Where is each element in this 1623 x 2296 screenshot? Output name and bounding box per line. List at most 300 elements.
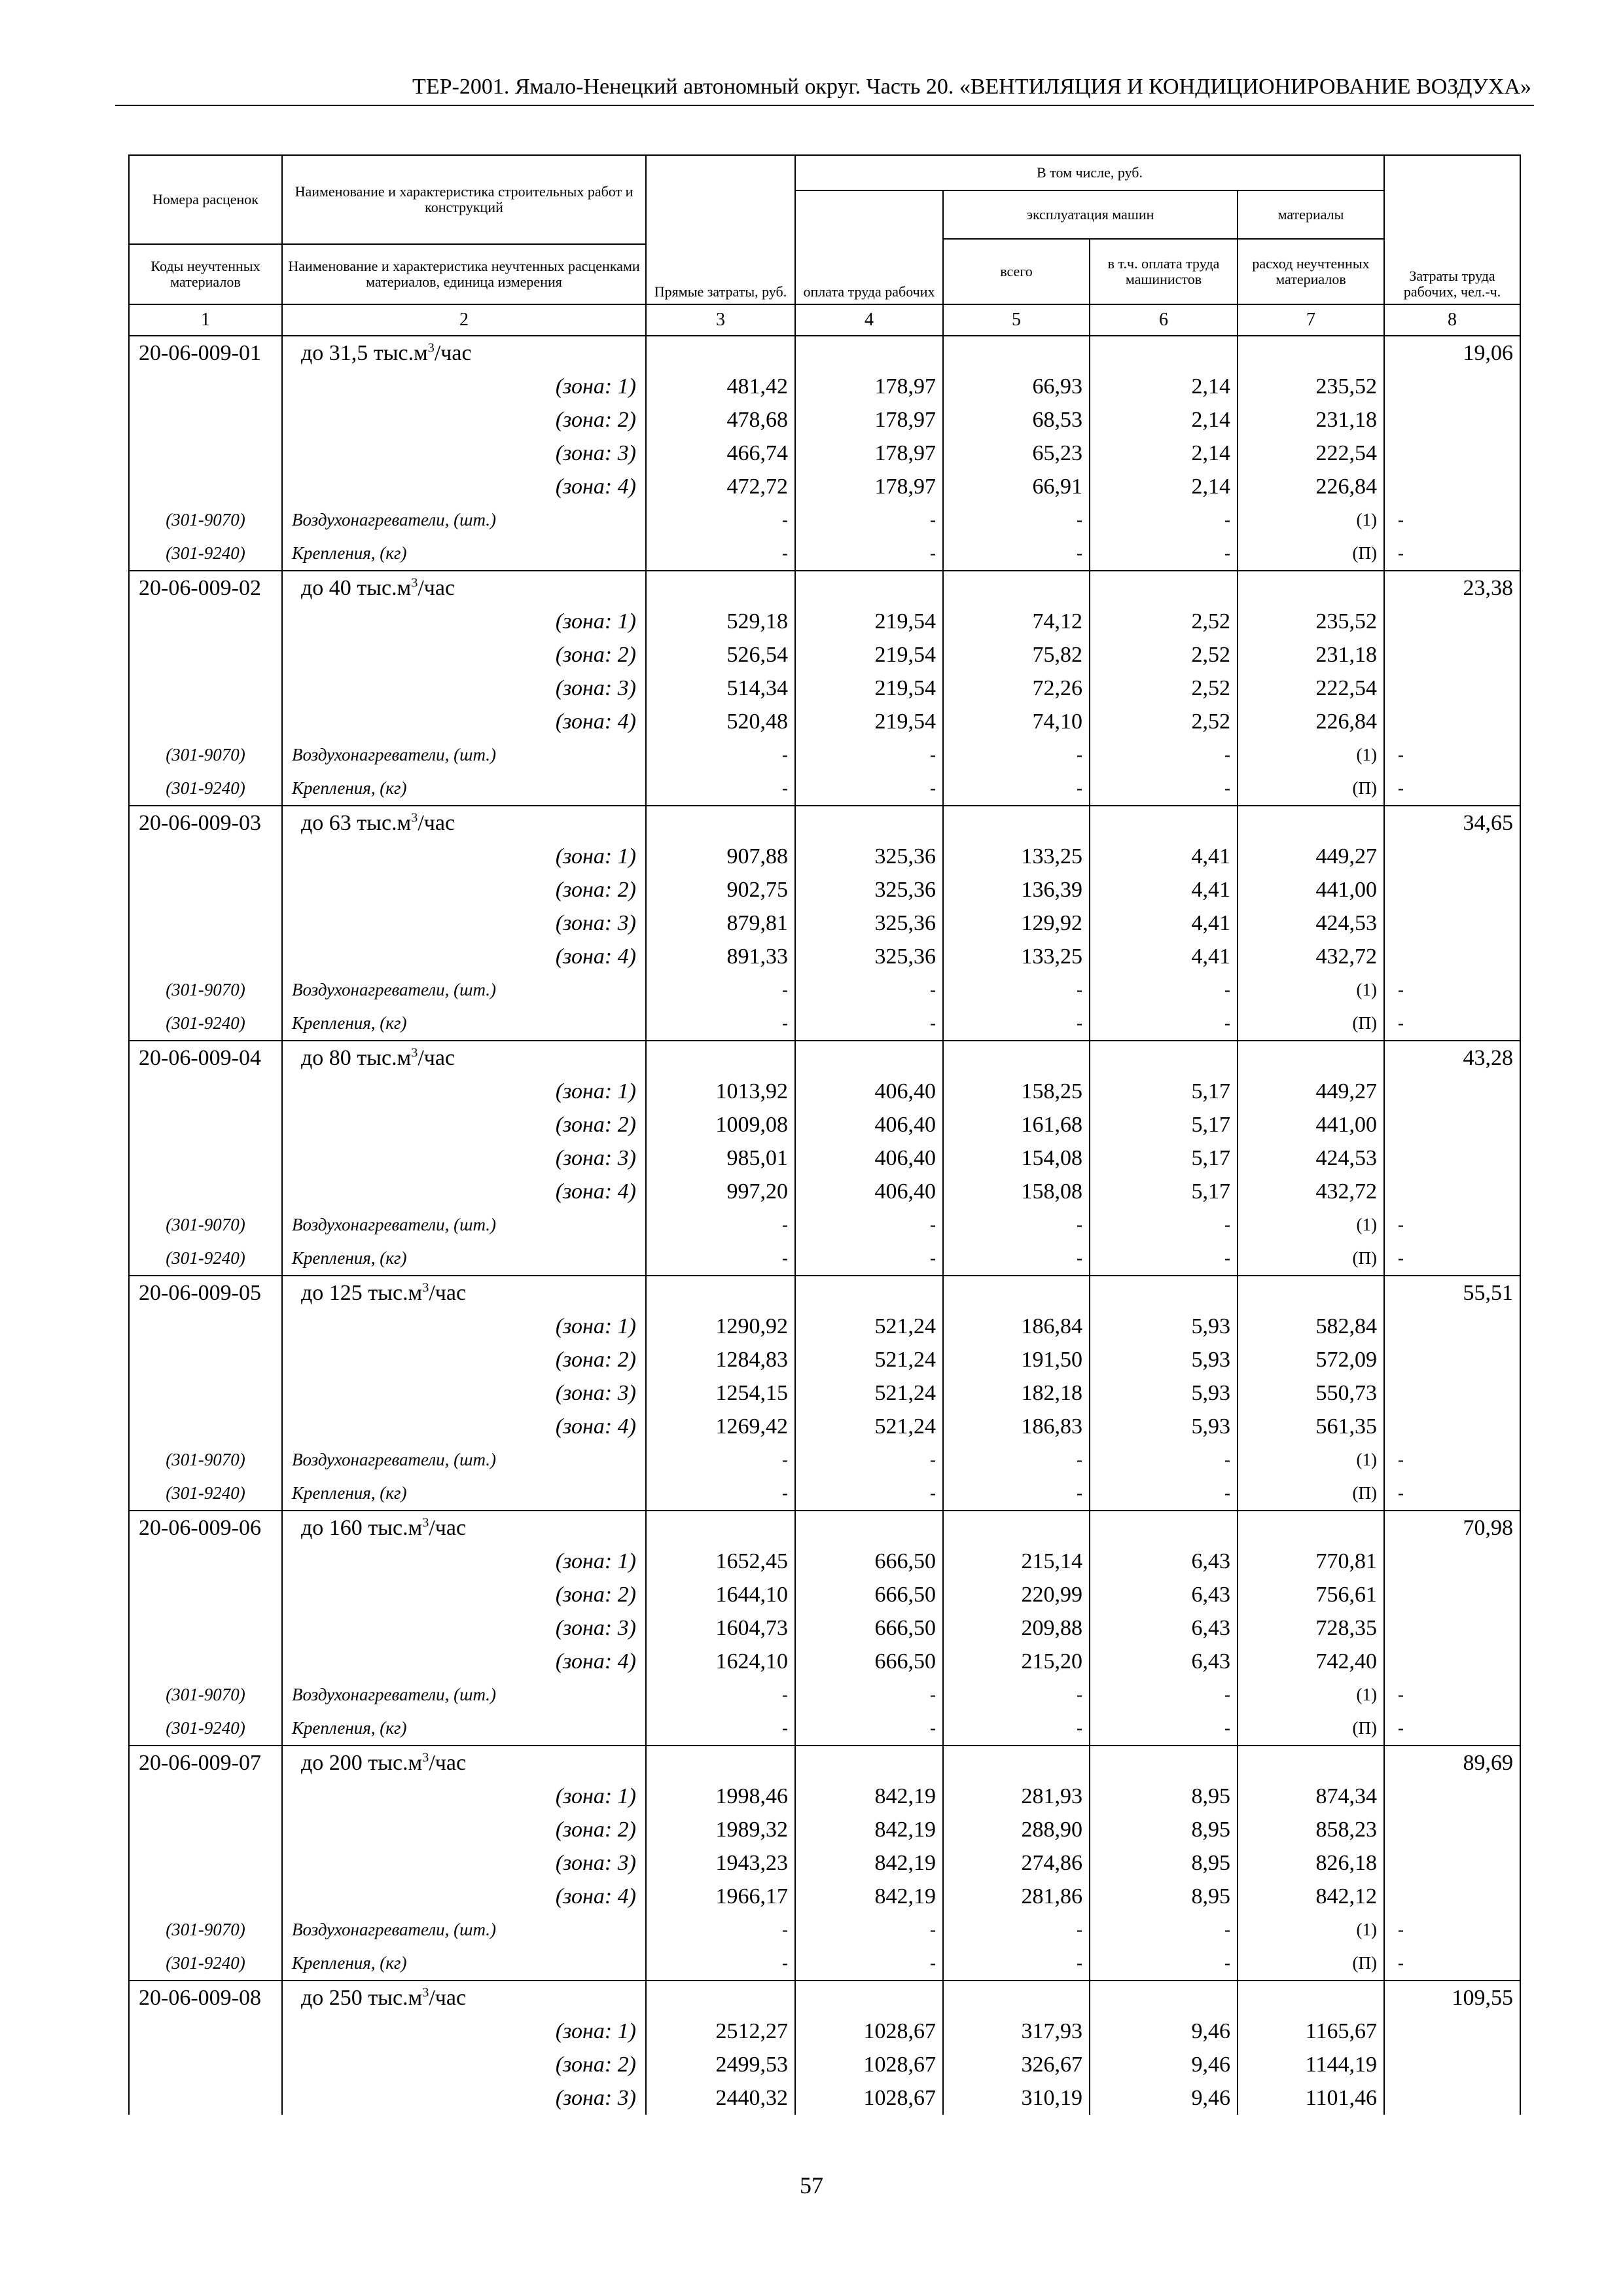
empty-cell (1384, 906, 1520, 940)
direct-cost: 481,42 (646, 370, 795, 403)
empty-cell (129, 940, 282, 973)
dash-cell: - (1384, 1712, 1520, 1746)
dash-cell: - (1090, 1678, 1238, 1712)
zone-row (129, 470, 1520, 503)
empty-cell (1384, 1175, 1520, 1208)
zone-label: (зона: 3) (282, 906, 646, 940)
zone-label: (зона: 1) (282, 1780, 646, 1813)
machine-cost: 281,93 (943, 1780, 1090, 1813)
machinist-wages: 5,17 (1090, 1075, 1238, 1108)
unit: тыс.м (368, 1515, 423, 1540)
col4-header: оплата труда рабочих (795, 190, 943, 304)
direct-cost: 466,74 (646, 437, 795, 470)
materials-cost: 231,18 (1238, 638, 1384, 672)
unit-exponent: 3 (422, 1280, 429, 1295)
dash-cell: - (1384, 1007, 1520, 1041)
empty-cell (1090, 806, 1238, 840)
zone-label: (зона: 2) (282, 1813, 646, 1846)
empty-cell (1238, 571, 1384, 605)
dash-cell: - (1384, 503, 1520, 537)
dash-cell: - (943, 503, 1090, 537)
materials-cost: 874,34 (1238, 1780, 1384, 1813)
machinist-wages: 4,41 (1090, 906, 1238, 940)
machine-cost: 129,92 (943, 906, 1090, 940)
direct-cost: 520,48 (646, 705, 795, 738)
direct-cost: 1998,46 (646, 1780, 795, 1813)
rate-name-prefix: до 125 (301, 1280, 363, 1305)
zone-label: (зона: 1) (282, 1545, 646, 1578)
empty-cell (1384, 1376, 1520, 1410)
machinist-wages: 5,17 (1090, 1108, 1238, 1141)
worker-wages: 521,24 (795, 1376, 943, 1410)
empty-cell (129, 1545, 282, 1578)
zone-row (129, 1645, 1520, 1678)
material-row (129, 738, 1520, 772)
dash-cell: - (1090, 1913, 1238, 1946)
worker-wages: 406,40 (795, 1075, 943, 1108)
empty-cell (795, 806, 943, 840)
table-row (129, 1041, 1520, 1075)
machinist-wages: 9,46 (1090, 2048, 1238, 2081)
direct-cost: 2512,27 (646, 2015, 795, 2048)
machinist-wages: 2,14 (1090, 437, 1238, 470)
labor-cost: 89,69 (1384, 1746, 1520, 1780)
empty-cell (1384, 1611, 1520, 1645)
dash-cell: - (646, 738, 795, 772)
zone-label: (зона: 2) (282, 1578, 646, 1611)
machine-cost: 136,39 (943, 873, 1090, 906)
material-qty: (П) (1238, 537, 1384, 571)
dash-cell: - (1090, 1443, 1238, 1477)
machine-cost: 191,50 (943, 1343, 1090, 1376)
worker-wages: 219,54 (795, 705, 943, 738)
page-header-text: ТЕР-2001. Ямало-Ненецкий автономный округ. Часть 20. «ВЕНТИЛЯЦИЯ И КОНДИЦИОНИРОВАНИЕ ВОЗДУХА» (412, 75, 1531, 99)
empty-cell (1384, 1846, 1520, 1880)
direct-cost: 1652,45 (646, 1545, 795, 1578)
unit-suffix: /час (418, 1045, 455, 1070)
table-row (129, 1276, 1520, 1310)
zone-label: (зона: 3) (282, 1376, 646, 1410)
direct-cost: 1966,17 (646, 1880, 795, 1913)
machine-cost: 133,25 (943, 940, 1090, 973)
materials-cost: 1144,19 (1238, 2048, 1384, 2081)
worker-wages: 666,50 (795, 1645, 943, 1678)
direct-cost: 985,01 (646, 1141, 795, 1175)
material-qty: (П) (1238, 1007, 1384, 1041)
dash-cell: - (943, 1007, 1090, 1041)
machine-cost: 161,68 (943, 1108, 1090, 1141)
labor-cost: 23,38 (1384, 571, 1520, 605)
worker-wages: 219,54 (795, 672, 943, 705)
direct-cost: 1284,83 (646, 1343, 795, 1376)
direct-cost: 907,88 (646, 840, 795, 873)
materials-cost: 231,18 (1238, 403, 1384, 437)
worker-wages: 219,54 (795, 605, 943, 638)
empty-cell (1090, 1276, 1238, 1310)
zone-row (129, 906, 1520, 940)
machinist-wages: 6,43 (1090, 1578, 1238, 1611)
machinist-wages: 8,95 (1090, 1780, 1238, 1813)
material-code: (301-9070) (129, 738, 282, 772)
empty-cell (129, 840, 282, 873)
empty-cell (646, 806, 795, 840)
empty-cell (1384, 1410, 1520, 1443)
empty-cell (1384, 1310, 1520, 1343)
empty-cell (1384, 2048, 1520, 2081)
dash-cell: - (943, 973, 1090, 1007)
empty-cell (129, 1780, 282, 1813)
dash-cell: - (1090, 503, 1238, 537)
unit-suffix: /час (429, 1515, 467, 1540)
machinist-wages: 6,43 (1090, 1611, 1238, 1645)
empty-cell (943, 1746, 1090, 1780)
dash-cell: - (1090, 973, 1238, 1007)
rate-name (282, 806, 646, 840)
dash-cell: - (795, 1443, 943, 1477)
empty-cell (129, 437, 282, 470)
direct-cost: 902,75 (646, 873, 795, 906)
worker-wages: 842,19 (795, 1813, 943, 1846)
direct-cost: 529,18 (646, 605, 795, 638)
dash-cell: - (795, 973, 943, 1007)
dash-cell: - (795, 1913, 943, 1946)
page-header (115, 68, 1534, 106)
dash-cell: - (795, 738, 943, 772)
col7-header: расход неучтенных материалов (1238, 239, 1384, 304)
empty-cell (1384, 437, 1520, 470)
rate-code: 20-06-009-01 (129, 336, 282, 370)
dash-cell: - (943, 1678, 1090, 1712)
table-row (129, 336, 1520, 370)
rate-name (282, 1981, 646, 2015)
machine-cost: 274,86 (943, 1846, 1090, 1880)
empty-cell (1090, 1511, 1238, 1545)
empty-cell (943, 1276, 1090, 1310)
materials-cost: 222,54 (1238, 672, 1384, 705)
zone-row (129, 1545, 1520, 1578)
zone-row (129, 2081, 1520, 2115)
material-qty: (П) (1238, 1242, 1384, 1276)
machinist-wages: 5,17 (1090, 1141, 1238, 1175)
col1-header-bottom: Коды неучтенных материалов (129, 244, 282, 304)
table-row (129, 1981, 1520, 2015)
col6-header: в т.ч. оплата труда машинистов (1090, 239, 1238, 304)
empty-cell (129, 1410, 282, 1443)
machinist-wages: 2,52 (1090, 605, 1238, 638)
dash-cell: - (1384, 537, 1520, 571)
zone-label: (зона: 3) (282, 672, 646, 705)
materials-cost: 742,40 (1238, 1645, 1384, 1678)
material-code: (301-9070) (129, 503, 282, 537)
zone-row (129, 1780, 1520, 1813)
empty-cell (1384, 1813, 1520, 1846)
empty-cell (129, 370, 282, 403)
machine-cost: 209,88 (943, 1611, 1090, 1645)
materials-cost: 226,84 (1238, 470, 1384, 503)
direct-cost: 472,72 (646, 470, 795, 503)
zone-label: (зона: 4) (282, 470, 646, 503)
incl-header: В том числе, руб. (795, 155, 1384, 190)
column-number: 2 (282, 304, 646, 336)
machine-cost: 74,12 (943, 605, 1090, 638)
empty-cell (1384, 2015, 1520, 2048)
direct-cost: 1009,08 (646, 1108, 795, 1141)
dash-cell: - (1090, 1007, 1238, 1041)
column-number: 6 (1090, 304, 1238, 336)
empty-cell (129, 1175, 282, 1208)
dash-cell: - (1384, 973, 1520, 1007)
machine-cost: 74,10 (943, 705, 1090, 738)
empty-cell (129, 1578, 282, 1611)
dash-cell: - (943, 1477, 1090, 1511)
materials-cost: 826,18 (1238, 1846, 1384, 1880)
direct-cost: 1254,15 (646, 1376, 795, 1410)
materials-cost: 449,27 (1238, 840, 1384, 873)
worker-wages: 1028,67 (795, 2048, 943, 2081)
dash-cell: - (1384, 1913, 1520, 1946)
materials-cost: 561,35 (1238, 1410, 1384, 1443)
dash-cell: - (795, 1242, 943, 1276)
zone-row (129, 840, 1520, 873)
dash-cell: - (646, 1208, 795, 1242)
zone-label: (зона: 1) (282, 2015, 646, 2048)
worker-wages: 842,19 (795, 1780, 943, 1813)
material-qty: (П) (1238, 1477, 1384, 1511)
rate-name (282, 1746, 646, 1780)
column-numbers-row (129, 304, 1520, 336)
unit-exponent: 3 (411, 1045, 418, 1060)
materials-cost: 235,52 (1238, 370, 1384, 403)
dash-cell: - (943, 1443, 1090, 1477)
column-number: 3 (646, 304, 795, 336)
worker-wages: 666,50 (795, 1611, 943, 1645)
worker-wages: 521,24 (795, 1310, 943, 1343)
material-qty: (1) (1238, 1208, 1384, 1242)
material-row (129, 1477, 1520, 1511)
rate-code: 20-06-009-03 (129, 806, 282, 840)
zone-row (129, 1578, 1520, 1611)
zone-label: (зона: 3) (282, 437, 646, 470)
materials-cost: 728,35 (1238, 1611, 1384, 1645)
material-row (129, 1443, 1520, 1477)
empty-cell (129, 1880, 282, 1913)
unit: тыс.м (368, 1985, 423, 2010)
materials-cost: 858,23 (1238, 1813, 1384, 1846)
machinist-wages: 2,14 (1090, 370, 1238, 403)
unit: тыс.м (368, 1280, 423, 1305)
materials-cost: 432,72 (1238, 1175, 1384, 1208)
zone-label: (зона: 3) (282, 1846, 646, 1880)
rate-name-prefix: до 40 (301, 575, 351, 600)
direct-cost: 1943,23 (646, 1846, 795, 1880)
empty-cell (795, 1981, 943, 2015)
empty-cell (129, 873, 282, 906)
materials-cost: 449,27 (1238, 1075, 1384, 1108)
material-row (129, 1242, 1520, 1276)
machinist-wages: 4,41 (1090, 940, 1238, 973)
empty-cell (129, 1376, 282, 1410)
worker-wages: 666,50 (795, 1545, 943, 1578)
zone-row (129, 1880, 1520, 1913)
empty-cell (943, 571, 1090, 605)
zone-row (129, 1611, 1520, 1645)
page-number: 57 (800, 2172, 823, 2198)
empty-cell (129, 2081, 282, 2115)
material-code: (301-9240) (129, 537, 282, 571)
dash-cell: - (646, 1678, 795, 1712)
labor-cost: 55,51 (1384, 1276, 1520, 1310)
rate-name-prefix: до 63 (301, 810, 351, 835)
dash-cell: - (646, 973, 795, 1007)
empty-cell (1384, 638, 1520, 672)
material-name: Воздухонагреватели, (шт.) (282, 973, 646, 1007)
material-row (129, 772, 1520, 806)
zone-label: (зона: 4) (282, 1410, 646, 1443)
material-code: (301-9070) (129, 973, 282, 1007)
materials-cost: 842,12 (1238, 1880, 1384, 1913)
machine-cost: 317,93 (943, 2015, 1090, 2048)
dash-cell: - (943, 1913, 1090, 1946)
zone-row (129, 672, 1520, 705)
table-header (129, 155, 1520, 336)
rate-name-prefix: до 250 (301, 1985, 363, 2010)
dash-cell: - (795, 1477, 943, 1511)
dash-cell: - (646, 1913, 795, 1946)
material-row (129, 1007, 1520, 1041)
empty-cell (1384, 1545, 1520, 1578)
material-row (129, 1678, 1520, 1712)
machine-cost: 68,53 (943, 403, 1090, 437)
material-code: (301-9240) (129, 1477, 282, 1511)
unit: тыс.м (373, 340, 428, 365)
material-qty: (П) (1238, 1712, 1384, 1746)
empty-cell (1384, 2081, 1520, 2115)
unit-exponent: 3 (411, 810, 418, 825)
materials-cost: 235,52 (1238, 605, 1384, 638)
machinist-wages: 5,93 (1090, 1410, 1238, 1443)
empty-cell (129, 705, 282, 738)
dash-cell: - (646, 537, 795, 571)
material-code: (301-9070) (129, 1208, 282, 1242)
dash-cell: - (1384, 1208, 1520, 1242)
direct-cost: 514,34 (646, 672, 795, 705)
zone-row (129, 1310, 1520, 1343)
worker-wages: 325,36 (795, 873, 943, 906)
empty-cell (1090, 1746, 1238, 1780)
dash-cell: - (646, 1946, 795, 1981)
material-qty: (1) (1238, 973, 1384, 1007)
dash-cell: - (1384, 772, 1520, 806)
worker-wages: 325,36 (795, 940, 943, 973)
empty-cell (1384, 470, 1520, 503)
dash-cell: - (1090, 537, 1238, 571)
dash-cell: - (646, 1007, 795, 1041)
direct-cost: 1604,73 (646, 1611, 795, 1645)
empty-cell (1384, 1780, 1520, 1813)
machinist-wages: 4,41 (1090, 873, 1238, 906)
machine-cost: 158,08 (943, 1175, 1090, 1208)
empty-cell (1090, 571, 1238, 605)
direct-cost: 891,33 (646, 940, 795, 973)
empty-cell (129, 1108, 282, 1141)
empty-cell (129, 1141, 282, 1175)
empty-cell (646, 1276, 795, 1310)
column-number: 4 (795, 304, 943, 336)
dash-cell: - (1384, 1678, 1520, 1712)
col1-header-top: Номера расценок (129, 155, 282, 244)
column-number: 1 (129, 304, 282, 336)
machinist-wages: 9,46 (1090, 2081, 1238, 2115)
table-row (129, 1511, 1520, 1545)
rate-name (282, 1276, 646, 1310)
direct-cost: 2440,32 (646, 2081, 795, 2115)
dash-cell: - (795, 1678, 943, 1712)
worker-wages: 666,50 (795, 1578, 943, 1611)
unit-exponent: 3 (422, 1750, 429, 1765)
empty-cell (1238, 1511, 1384, 1545)
empty-cell (646, 571, 795, 605)
zone-row (129, 873, 1520, 906)
direct-cost: 1269,42 (646, 1410, 795, 1443)
machine-cost: 326,67 (943, 2048, 1090, 2081)
worker-wages: 406,40 (795, 1175, 943, 1208)
dash-cell: - (1090, 1208, 1238, 1242)
material-row (129, 1946, 1520, 1981)
unit-exponent: 3 (427, 340, 435, 355)
material-qty: (П) (1238, 1946, 1384, 1981)
rate-name (282, 336, 646, 370)
unit: тыс.м (357, 1045, 412, 1070)
worker-wages: 842,19 (795, 1846, 943, 1880)
materials-cost: 550,73 (1238, 1376, 1384, 1410)
rate-code: 20-06-009-06 (129, 1511, 282, 1545)
zone-row (129, 437, 1520, 470)
machinist-wages: 5,93 (1090, 1343, 1238, 1376)
material-row (129, 1208, 1520, 1242)
worker-wages: 1028,67 (795, 2081, 943, 2115)
materials-cost: 1165,67 (1238, 2015, 1384, 2048)
material-qty: (1) (1238, 1443, 1384, 1477)
machinist-wages: 8,95 (1090, 1846, 1238, 1880)
machine-cost: 154,08 (943, 1141, 1090, 1175)
direct-cost: 526,54 (646, 638, 795, 672)
machinist-wages: 9,46 (1090, 2015, 1238, 2048)
rate-name-prefix: до 80 (301, 1045, 351, 1070)
material-name: Крепления, (кг) (282, 1946, 646, 1981)
col8-header: Затраты труда рабочих, чел.-ч. (1384, 155, 1520, 304)
worker-wages: 521,24 (795, 1410, 943, 1443)
zone-row (129, 2015, 1520, 2048)
zone-row (129, 403, 1520, 437)
rate-code: 20-06-009-08 (129, 1981, 282, 2015)
empty-cell (646, 1746, 795, 1780)
dash-cell: - (1090, 1712, 1238, 1746)
zone-row (129, 1846, 1520, 1880)
empty-cell (129, 672, 282, 705)
rate-name (282, 571, 646, 605)
dash-cell: - (646, 1712, 795, 1746)
machinist-wages: 5,17 (1090, 1175, 1238, 1208)
worker-wages: 178,97 (795, 370, 943, 403)
zone-row (129, 940, 1520, 973)
empty-cell (129, 1611, 282, 1645)
dash-cell: - (1384, 1242, 1520, 1276)
empty-cell (1384, 940, 1520, 973)
zone-label: (зона: 2) (282, 1343, 646, 1376)
machine-cost: 220,99 (943, 1578, 1090, 1611)
zone-row (129, 370, 1520, 403)
zone-label: (зона: 1) (282, 605, 646, 638)
